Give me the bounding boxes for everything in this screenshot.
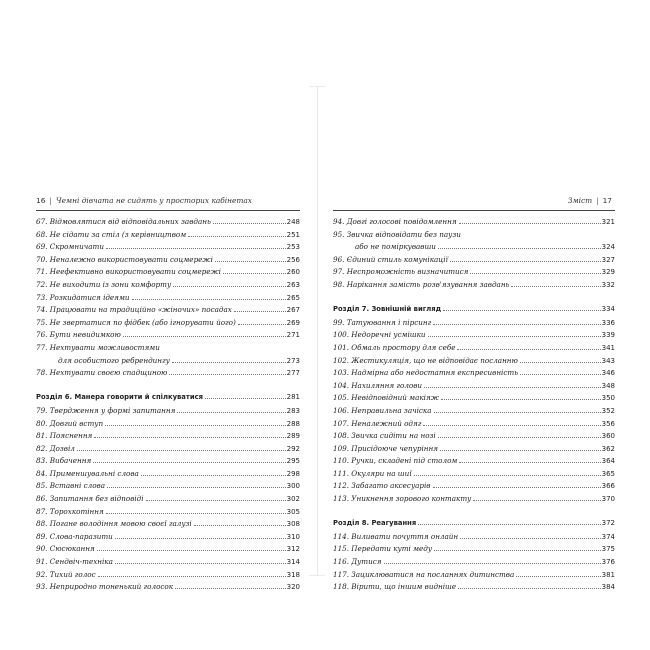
toc-entry-page: 365 — [601, 469, 615, 478]
toc-entry-page: 302 — [286, 495, 300, 504]
toc-entry-title: 75. Не звертатися по фідбек (або ігнорувати його) — [36, 317, 236, 327]
toc-entry-title: 78. Нехтувати своєю спадщиною — [36, 368, 168, 378]
left-page — [28, 86, 309, 592]
section-gap — [333, 293, 615, 306]
toc-entry-title: 84. Применшувальні слова — [36, 468, 139, 478]
toc-entry-title: 105. Невідповідний макіяж — [333, 393, 439, 403]
toc-entry-title: 71. Неефективно використовувати соцмережі — [36, 267, 221, 277]
dot-leader — [106, 248, 286, 249]
toc-entry — [36, 519, 300, 532]
dot-leader — [234, 311, 286, 312]
dot-leader — [511, 286, 600, 287]
toc-entry — [36, 368, 300, 381]
toc-entry-page: 321 — [601, 218, 615, 226]
dot-leader — [459, 223, 601, 224]
dot-leader — [172, 362, 286, 363]
toc-entry-title: 87. Торохкотіння — [36, 506, 104, 516]
toc-section-heading — [333, 305, 615, 318]
toc-entry-page: 374 — [601, 532, 615, 541]
toc-entry-title: для особистого ребрендингу — [58, 355, 170, 365]
toc-entry-page: 362 — [601, 444, 615, 453]
dot-leader — [77, 450, 286, 451]
toc-entry — [333, 393, 615, 406]
toc-entry-title: 70. Неналежно використовувати соцмережі — [36, 254, 213, 264]
toc-entry-title: 98. Нарікання замість розв'язування завдань — [333, 279, 510, 289]
toc-entry — [36, 582, 300, 595]
dot-leader — [434, 412, 601, 413]
toc-entry-page: 318 — [286, 570, 300, 579]
toc-entry-title: 107. Неналежний одяг — [333, 418, 422, 428]
dot-leader — [457, 349, 600, 350]
dot-leader — [146, 500, 286, 501]
toc-entry-page: 332 — [601, 280, 615, 289]
toc-entry — [36, 267, 300, 280]
book-title: Чемні дівчата не сидять у просторих кабінетах — [55, 196, 252, 205]
toc-entry-page: 300 — [286, 482, 300, 491]
toc-entry — [36, 330, 300, 343]
toc-entry-title: 89. Слова-паразити — [36, 531, 113, 541]
dot-leader — [188, 236, 285, 237]
toc-entry-page: 263 — [286, 280, 300, 289]
dot-leader — [460, 538, 600, 539]
toc-entry-page: 348 — [601, 381, 615, 390]
toc-entry-title: 80. Довгий вступ — [36, 418, 104, 428]
toc-entry-title: 81. Пояснення — [36, 431, 93, 441]
toc-entry — [36, 494, 300, 507]
toc-entry — [333, 469, 615, 482]
toc-entry-page: 352 — [601, 406, 615, 415]
dot-leader — [414, 475, 601, 476]
dot-leader — [433, 324, 600, 325]
toc-entry-page: 273 — [286, 356, 300, 365]
toc-entry-title: 95. Звичка відповідати без паузи — [333, 229, 461, 239]
dot-leader — [93, 462, 285, 463]
dot-leader — [173, 286, 285, 287]
toc-section-heading — [333, 519, 615, 532]
dot-leader — [424, 387, 601, 388]
toc-entry-title: 103. Надмірна або недостатня експресивність — [333, 368, 519, 378]
toc-entry-page: 248 — [286, 218, 300, 226]
toc-entry-page: 384 — [601, 583, 615, 592]
dot-leader — [438, 437, 601, 438]
toc-entry-page: 312 — [286, 545, 300, 554]
toc-entry-title: 106. Неправильна зачіска — [333, 405, 432, 415]
toc-entry-page: 253 — [286, 243, 300, 252]
toc-entry-page: 372 — [601, 519, 615, 528]
toc-entry-title: 68. Не сідати за стіл (з керівництвом — [36, 229, 187, 239]
dot-leader — [115, 563, 286, 564]
toc-entry-title: 118. Вірити, що іншим видніше — [333, 582, 457, 592]
toc-entry — [36, 544, 300, 557]
header-separator: | — [49, 196, 52, 205]
toc-entry-page: 327 — [601, 255, 615, 264]
toc-entry — [36, 280, 300, 293]
toc-entry-title: Розділ 6. Манера говорити й спілкуватися — [36, 393, 203, 402]
dot-leader — [98, 576, 286, 577]
dot-leader — [105, 425, 286, 426]
toc-entry — [333, 582, 615, 595]
toc-entry-title: 67. Відмовлятися від відповідальних завдань — [36, 217, 211, 226]
toc-entry — [36, 481, 300, 494]
toc-entry — [333, 242, 615, 255]
toc-entry-title: 79. Твердження у формі запитання — [36, 405, 176, 415]
toc-entry-page: 329 — [601, 268, 615, 277]
toc-entry-page: 289 — [286, 432, 300, 441]
toc-entry-page: 336 — [601, 318, 615, 327]
toc-entry-title: 83. Вибачення — [36, 456, 92, 466]
toc-entry-title: 90. Сюсюкання — [36, 544, 95, 554]
toc-entry-title: Розділ 7. Зовнішній вигляд — [333, 305, 442, 314]
toc-entry-page: 343 — [601, 356, 615, 365]
toc-entry-page: 366 — [601, 482, 615, 491]
section-gap — [36, 381, 300, 394]
section-gap — [333, 507, 615, 520]
toc-entry — [333, 406, 615, 419]
toc-entry — [333, 330, 615, 343]
toc-entry-title: 74. Працювати на традиційно «жіночих» посадах — [36, 305, 232, 315]
dot-leader — [194, 525, 286, 526]
toc-entry-page: 251 — [286, 230, 300, 239]
toc-entry-title: 104. Нахиляння голови — [333, 380, 423, 390]
toc-entry-title: 108. Звичка сидіти на нозі — [333, 431, 436, 441]
right-page-number: 17 — [602, 196, 612, 205]
toc-entry-title: 94. Довгі голосові повідомлення — [333, 217, 457, 226]
dot-leader — [438, 248, 601, 249]
dot-leader — [169, 374, 285, 375]
toc-entry-title: 109. Присідоюче чепуріння — [333, 443, 438, 453]
toc-entry-page: 314 — [286, 558, 300, 567]
toc-entry — [333, 431, 615, 444]
dot-leader — [94, 437, 285, 438]
toc-entry-page: 288 — [286, 419, 300, 428]
toc-entry — [333, 356, 615, 369]
toc-entry — [36, 305, 300, 318]
toc-entry-page: 334 — [601, 305, 615, 314]
dot-leader — [443, 310, 601, 311]
toc-entry-page: 277 — [286, 369, 300, 378]
toc-entry-page: 346 — [601, 369, 615, 378]
toc-entry — [333, 217, 615, 230]
toc-entry-page: 375 — [601, 545, 615, 554]
toc-list-right — [333, 217, 615, 595]
toc-entry — [36, 557, 300, 570]
toc-entry — [333, 381, 615, 394]
toc-entry — [36, 444, 300, 457]
dot-leader — [458, 588, 601, 589]
dot-leader — [433, 487, 601, 488]
toc-entry-page: 292 — [286, 444, 300, 453]
toc-entry-page: 360 — [601, 432, 615, 441]
toc-entry-title: 77. Нехтувати можливостями — [36, 342, 160, 352]
toc-entry — [36, 293, 300, 306]
toc-entry-title: 114. Виливати почуття онлайн — [333, 531, 459, 541]
dot-leader — [418, 524, 600, 525]
toc-entry-title: 88. Погане володіння мовою своєї галузі — [36, 519, 192, 529]
toc-entry-page: 320 — [286, 583, 300, 592]
book-spine — [317, 86, 318, 576]
toc-entry-page: 265 — [286, 293, 300, 302]
toc-entry — [36, 532, 300, 545]
toc-entry-title: 113. Уникнення зорового контакту — [333, 494, 472, 504]
toc-entry-page: 376 — [601, 558, 615, 567]
toc-entry — [333, 494, 615, 507]
toc-entry-page: 298 — [286, 469, 300, 478]
toc-entry — [36, 469, 300, 482]
dot-leader — [520, 374, 601, 375]
toc-entry — [333, 419, 615, 432]
left-page-number: 16 — [36, 196, 46, 205]
dot-leader — [516, 576, 600, 577]
toc-entry-page: 271 — [286, 331, 300, 340]
toc-entry-title: 111. Окуляри на шиї — [333, 468, 412, 478]
dot-leader — [450, 261, 601, 262]
dot-leader — [132, 299, 286, 300]
dot-leader — [428, 336, 601, 337]
toc-entry-page: 324 — [601, 243, 615, 252]
toc-entry — [36, 419, 300, 432]
toc-entry-title: Розділ 8. Реагування — [333, 519, 417, 528]
toc-entry — [36, 318, 300, 331]
toc-entry — [36, 230, 300, 243]
toc-entry-title: 115. Передати куті меду — [333, 544, 433, 554]
toc-entry — [333, 255, 615, 268]
toc-entry-page: 308 — [286, 520, 300, 529]
toc-entry-title: 73. Розкидатися ідеями — [36, 292, 130, 302]
toc-entry — [333, 557, 615, 570]
toc-entry-page: 260 — [286, 268, 300, 277]
toc-entry-title: 97. Неспроможність визначитися — [333, 267, 469, 277]
dot-leader — [473, 500, 600, 501]
dot-leader — [434, 550, 601, 551]
toc-entry-page: 310 — [286, 532, 300, 541]
toc-entry-title: 102. Жестикуляція, що не відповідає посланню — [333, 355, 518, 365]
toc-entry-page: 370 — [601, 495, 615, 504]
toc-entry — [333, 532, 615, 545]
toc-entry — [36, 255, 300, 268]
dot-leader — [520, 362, 601, 363]
header-rule — [36, 210, 300, 211]
dot-leader — [440, 450, 601, 451]
dot-leader — [177, 412, 285, 413]
toc-entry-title: 82. Дозвіл — [36, 443, 75, 453]
toc-entry — [333, 368, 615, 381]
toc-entry-title: 96. Єдиний стиль комунікації — [333, 254, 448, 264]
toc-entry-title: 69. Скромничати — [36, 242, 104, 252]
toc-list-left — [36, 217, 300, 595]
dot-leader — [115, 538, 286, 539]
dot-leader — [97, 550, 286, 551]
toc-entry-page: 356 — [601, 419, 615, 428]
toc-entry-page: 256 — [286, 255, 300, 264]
toc-entry-title: 93. Неприродно тоненький голосок — [36, 582, 174, 592]
toc-entry-title: 110. Ручки, складені під столом — [333, 456, 458, 466]
toc-entry-page: 339 — [601, 331, 615, 340]
toc-entry — [333, 318, 615, 331]
dot-leader — [384, 563, 601, 564]
toc-entry — [333, 343, 615, 356]
toc-entry-page: 269 — [286, 318, 300, 327]
dot-leader — [238, 324, 286, 325]
contents-title: Зміст — [567, 196, 593, 205]
toc-entry — [333, 570, 615, 583]
dot-leader — [223, 273, 286, 274]
toc-entry — [36, 217, 300, 230]
toc-entry-page: 281 — [286, 393, 300, 402]
header-rule — [333, 210, 615, 211]
toc-entry-page: 381 — [601, 570, 615, 579]
dot-leader — [106, 513, 286, 514]
toc-entry — [36, 406, 300, 419]
toc-section-heading — [36, 393, 300, 406]
toc-entry — [333, 544, 615, 557]
right-page — [325, 86, 622, 592]
toc-entry — [333, 444, 615, 457]
dot-leader — [107, 487, 286, 488]
toc-entry-page: 305 — [286, 507, 300, 516]
toc-entry-page: 364 — [601, 457, 615, 466]
dot-leader — [205, 398, 286, 399]
toc-entry-title: 117. Зациклюватися на посланнях дитинства — [333, 569, 515, 579]
toc-entry — [333, 456, 615, 469]
toc-entry-page: 350 — [601, 394, 615, 403]
toc-entry — [36, 343, 300, 356]
dot-leader — [215, 261, 286, 262]
toc-entry-title: 85. Вставні слова — [36, 481, 106, 491]
dot-leader — [175, 588, 286, 589]
toc-entry — [36, 570, 300, 583]
toc-entry — [36, 242, 300, 255]
toc-entry-page: 267 — [286, 306, 300, 315]
toc-entry-title: 86. Запитання без відповіді — [36, 494, 144, 504]
toc-entry-title: 101. Обмаль простору для себе — [333, 342, 456, 352]
dot-leader — [141, 475, 286, 476]
toc-entry-page: 341 — [601, 343, 615, 352]
toc-entry — [333, 280, 615, 293]
left-page-header — [36, 196, 252, 205]
toc-entry — [333, 267, 615, 280]
toc-entry-title: 116. Дутися — [333, 557, 382, 567]
toc-entry — [333, 230, 615, 243]
toc-entry-title: 91. Сендвіч-техніка — [36, 557, 113, 567]
dot-leader — [459, 462, 600, 463]
toc-entry — [36, 456, 300, 469]
dot-leader — [423, 425, 600, 426]
dot-leader — [123, 336, 286, 337]
toc-entry-title: 72. Не виходити із зони комфорту — [36, 279, 172, 289]
toc-entry-title: 100. Недоречні усмішки — [333, 330, 426, 340]
header-separator: | — [596, 196, 599, 205]
toc-entry-title: або не поміркувавши — [355, 242, 436, 252]
toc-entry — [333, 481, 615, 494]
dot-leader — [441, 399, 601, 400]
toc-entry — [36, 356, 300, 369]
toc-entry-title: 99. Татуювання і пірсинг — [333, 317, 432, 327]
toc-entry — [36, 507, 300, 520]
dot-leader — [470, 273, 600, 274]
toc-entry-page: 295 — [286, 457, 300, 466]
toc-entry — [36, 431, 300, 444]
right-page-header — [568, 196, 612, 205]
toc-entry-title: 112. Забагато аксесуарів — [333, 481, 431, 491]
toc-entry-page: 283 — [286, 406, 300, 415]
toc-entry-title: 76. Бути невидимкою — [36, 330, 121, 340]
toc-entry-title: 92. Тихий голос — [36, 569, 96, 579]
dot-leader — [213, 223, 286, 224]
